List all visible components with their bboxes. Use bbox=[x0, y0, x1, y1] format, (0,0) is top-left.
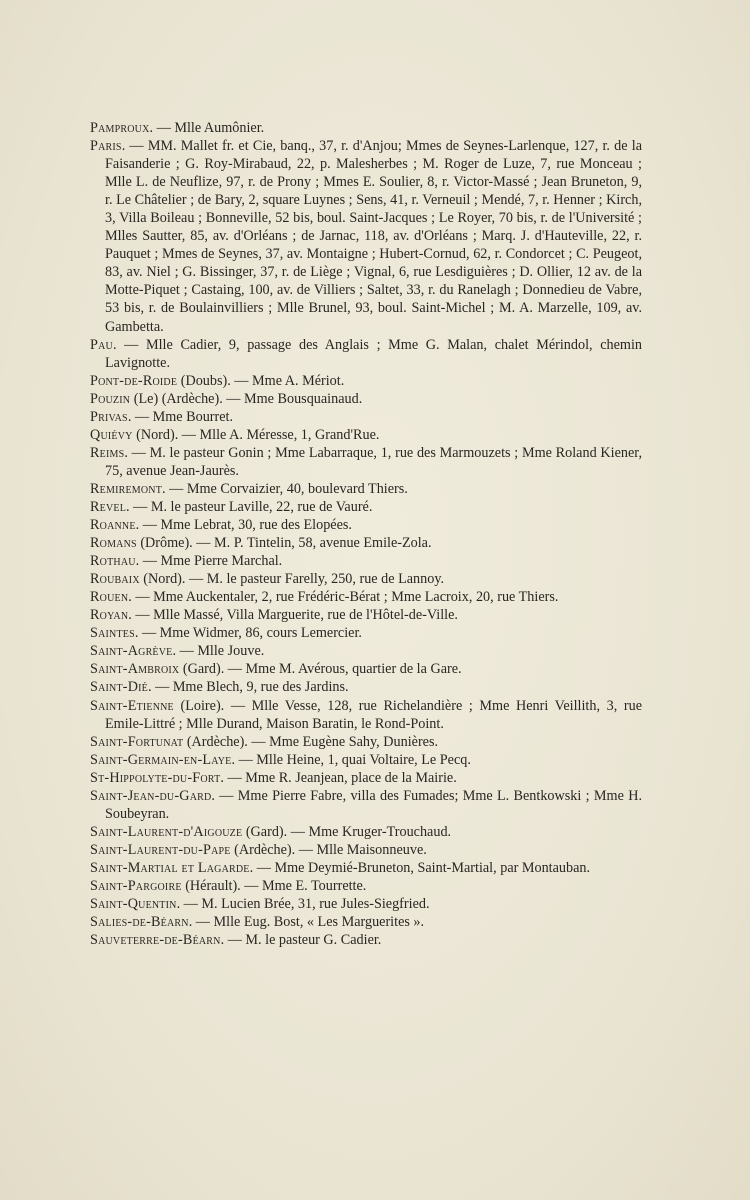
entry-text: . — Mme R. Jeanjean, place de la Mairie. bbox=[220, 769, 457, 786]
list-item bbox=[90, 642, 642, 660]
entry-text: . — Mme Auckentaler, 2, rue Frédéric-Bérat ; Mme Lacroix, 20, rue Thiers. bbox=[128, 589, 559, 606]
list-item bbox=[90, 480, 642, 498]
list-item bbox=[90, 751, 642, 769]
entry-text: (Gard). — Mme M. Avérous, quartier de la Gare. bbox=[179, 661, 462, 678]
place-name: Royan bbox=[90, 607, 129, 624]
place-name: Rouen bbox=[90, 589, 129, 606]
place-name: Paris bbox=[90, 138, 122, 155]
place-name: Saint-Quentin bbox=[90, 896, 177, 913]
list-item bbox=[90, 552, 642, 570]
list-item bbox=[90, 697, 642, 733]
place-name: Saint-Etienne bbox=[90, 697, 174, 714]
place-name: Saint-Martial et Lagarde bbox=[90, 859, 250, 876]
entry-text: . — Mlle Heine, 1, quai Voltaire, Le Pecq. bbox=[231, 751, 471, 768]
entry-text: . — Mme Bourret. bbox=[127, 408, 234, 425]
place-name: Romans bbox=[90, 535, 137, 552]
entry-text: (Gard). — Mme Kruger-Trouchaud. bbox=[242, 823, 452, 840]
list-item bbox=[90, 624, 642, 642]
list-item bbox=[90, 913, 642, 931]
entry-text: . — Mlle Jouve. bbox=[172, 643, 265, 660]
entry-text: . — Mme Widmer, 86, cours Lemercier. bbox=[134, 625, 362, 642]
list-item bbox=[90, 426, 642, 444]
list-item bbox=[90, 660, 642, 678]
place-name: Remiremont bbox=[90, 480, 163, 497]
entry-text: . — M. Lucien Brée, 31, rue Jules-Siegfried. bbox=[176, 896, 430, 913]
place-name: Roanne bbox=[90, 517, 136, 534]
list-item bbox=[90, 534, 642, 552]
place-name: Saint-Fortunat bbox=[90, 733, 184, 750]
list-item bbox=[90, 823, 642, 841]
entry-text: . — M. le pasteur G. Cadier. bbox=[220, 932, 382, 949]
entry-text: . — Mlle Massé, Villa Marguerite, rue de l'Hôtel-de-Ville. bbox=[128, 607, 458, 624]
list-item bbox=[90, 444, 642, 480]
list-item bbox=[90, 137, 642, 336]
place-name: Sauveterre-de-Béarn bbox=[90, 932, 221, 949]
entry-text: . — Mlle Cadier, 9, passage des Anglais ; Mme G. Malan, chalet Mérindol, chemin Lavignotte. bbox=[105, 336, 642, 371]
entry-text: (Nord). — M. le pasteur Farelly, 250, rue de Lannoy. bbox=[139, 571, 445, 588]
list-item bbox=[90, 895, 642, 913]
entry-text: . — Mme Corvaizier, 40, boulevard Thiers. bbox=[162, 480, 408, 497]
place-name: Salies-de-Béarn bbox=[90, 914, 189, 931]
entry-text: . — Mme Pierre Fabre, villa des Fumades; Mme L. Bentkowski ; Mme H. Soubeyran. bbox=[105, 787, 642, 822]
entry-text: . — Mme Pierre Marchal. bbox=[135, 553, 283, 570]
list-item bbox=[90, 570, 642, 588]
list-item bbox=[90, 390, 642, 408]
place-name: Reims bbox=[90, 444, 125, 461]
list-item bbox=[90, 787, 642, 823]
list-item bbox=[90, 678, 642, 696]
entry-text: (Ardèche). — Mme Eugène Sahy, Dunières. bbox=[183, 733, 439, 750]
place-name: Saint-Laurent-d'Aigouze bbox=[90, 823, 243, 840]
place-name: Saint-Agrève bbox=[90, 643, 173, 660]
list-item bbox=[90, 769, 642, 787]
list-item bbox=[90, 859, 642, 877]
entry-text: . — M. le pasteur Laville, 22, rue de Vauré. bbox=[126, 498, 373, 515]
list-item bbox=[90, 408, 642, 426]
entry-text: . — Mme Deymié-Bruneton, Saint-Martial, par Montauban. bbox=[249, 859, 591, 876]
place-name: Saintes bbox=[90, 625, 135, 642]
address-list bbox=[90, 119, 642, 949]
list-item bbox=[90, 841, 642, 859]
place-name: Rothau bbox=[90, 553, 136, 570]
place-name: Pont-de-Roide bbox=[90, 372, 178, 389]
place-name: Saint-Dié bbox=[90, 679, 148, 696]
list-item bbox=[90, 877, 642, 895]
place-name: Saint-Germain-en-Laye bbox=[90, 751, 232, 768]
list-item bbox=[90, 516, 642, 534]
list-item bbox=[90, 931, 642, 949]
entry-text: . — Mme Lebrat, 30, rue des Elopées. bbox=[135, 517, 352, 534]
entry-text: (Doubs). — Mme A. Mériot. bbox=[177, 372, 345, 389]
entry-text: . — Mlle Aumônier. bbox=[149, 120, 265, 136]
place-name: Roubaix bbox=[90, 571, 140, 588]
entry-text: (Ardèche). — Mlle Maisonneuve. bbox=[230, 841, 427, 858]
place-name: Pau bbox=[90, 336, 113, 353]
list-item bbox=[90, 372, 642, 390]
entry-text: (Le) (Ardèche). — Mme Bousquainaud. bbox=[130, 390, 363, 407]
entry-text: (Nord). — Mlle A. Méresse, 1, Grand'Rue. bbox=[132, 426, 380, 443]
entry-text: . — Mme Blech, 9, rue des Jardins. bbox=[147, 679, 349, 696]
place-name: Pamproux bbox=[90, 120, 150, 136]
place-name: St-Hippolyte-du-Fort bbox=[90, 769, 221, 786]
list-item bbox=[90, 733, 642, 751]
list-item bbox=[90, 498, 642, 516]
place-name: Saint-Laurent-du-Pape bbox=[90, 841, 231, 858]
entry-text: . — M. le pasteur Gonin ; Mme Labarraque, 1, rue des Marmouzets ; Mme Roland Kiener, 75, avenue Jean-Jaurès. bbox=[105, 444, 642, 479]
entry-text: (Drôme). — M. P. Tintelin, 58, avenue Emile-Zola. bbox=[136, 535, 432, 552]
list-item bbox=[90, 119, 642, 137]
place-name: Revel bbox=[90, 498, 127, 515]
place-name: Privas bbox=[90, 408, 128, 425]
entry-text: . — MM. Mallet fr. et Cie, banq., 37, r. d'Anjou; Mmes de Seynes-Larlenque, 127, r. de la Faisanderie ; G. Roy-Mirabaud, 22, p. Malesherbes ; M. Roger de Luze, 7, rue Monceau ; Mlle L. de Neuflize, 97, r. de Prony ; Mmes E. Soulier, 8, r. Victor-Massé ; Jean Bruneton, 9, r. Le Châtelier ; de Bary, 2, square Luynes ; Sens, 41, r. Verneuil ; Mendé, 7, r. Henner ; Kirch, 3, Villa Boileau ; Bonneville, 52 bis, boul. Saint-Jacques ; Le Royer, 70 bis, r. de l'Université ; Mlles Sautter, 85, av. d'Orléans ; de Jarnac, 118, av. d'Orléans ; Marq. J. d'Hauteville, 22, r. Pauquet ; Mmes de Seynes, 37, av. Montaigne ; Hubert-Cornud, 62, r. Condorcet ; C. Peugeot, 83, av. Niel ; G. Bissinger, 37, r. de Liège ; Vignal, 6, rue Lesdiguières ; D. Ollier, 12 av. de la Motte-Piquet ; Castaing, 100, av. de Villiers ; Saltet, 33, r. du Ranelagh ; Donnedieu de Vabre, 53 bis, r. de Boulainvilliers ; Mlle Brunel, 93, boul. Saint-Michel ; M. A. Marzelle, 109, av. Gambetta. bbox=[105, 138, 642, 335]
list-item bbox=[90, 336, 642, 372]
place-name: Pouzin bbox=[90, 390, 131, 407]
place-name: Saint-Pargoire bbox=[90, 877, 182, 894]
entry-text: (Loire). — Mlle Vesse, 128, rue Richelandière ; Mme Henri Veillith, 3, rue Emile-Littré ; Mlle Durand, Maison Baratin, le Rond-Point. bbox=[105, 697, 642, 732]
place-name: Saint-Ambroix bbox=[90, 661, 180, 678]
list-item bbox=[90, 588, 642, 606]
place-name: Saint-Jean-du-Gard bbox=[90, 787, 212, 804]
list-item bbox=[90, 606, 642, 624]
entry-text: (Hérault). — Mme E. Tourrette. bbox=[181, 877, 367, 894]
entry-text: . — Mlle Eug. Bost, « Les Marguerites ». bbox=[188, 914, 425, 931]
place-name: Quiévy bbox=[90, 426, 133, 443]
